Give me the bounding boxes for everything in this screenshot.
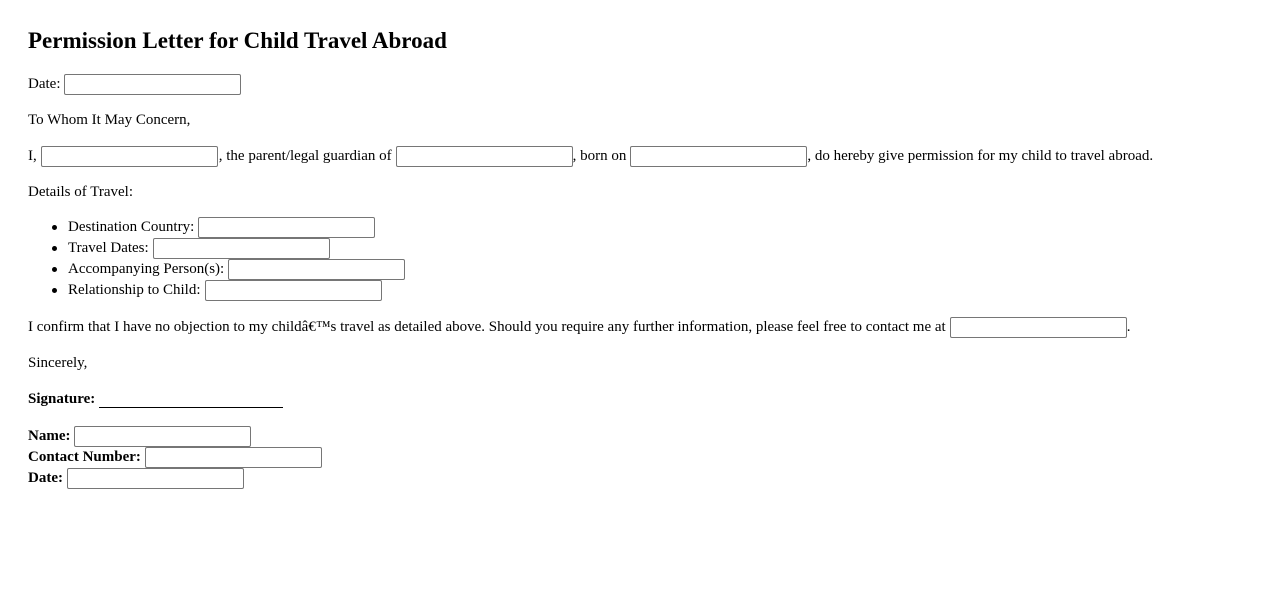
date-row <box>28 74 1278 95</box>
accompanying-label: Accompanying Person(s): <box>68 261 225 277</box>
greeting-text: To Whom It May Concern, <box>28 112 191 128</box>
closing-text: Sincerely, <box>28 355 88 371</box>
confirm-text: I confirm that I have no objection to my childâ€™s travel as detailed above. Should you require any further information, please feel free to contact me at <box>28 319 946 335</box>
travel-dates-label: Travel Dates: <box>68 240 149 256</box>
name-input[interactable] <box>74 426 251 447</box>
list-item <box>68 217 1278 238</box>
signature-row <box>28 389 1278 410</box>
details-heading <box>28 182 1278 203</box>
page-title: Permission Letter for Child Travel Abroad <box>28 28 447 53</box>
date-label: Date: <box>28 76 61 92</box>
name-label: Name: <box>28 428 71 444</box>
child-birthdate-input[interactable] <box>630 146 807 167</box>
intro-paragraph <box>28 146 1278 167</box>
details-heading-text: Details of Travel: <box>28 184 133 200</box>
intro-part-1: I, <box>28 148 37 164</box>
sign-block <box>28 426 1278 489</box>
bullet-icon <box>52 288 57 293</box>
bullet-icon <box>52 267 57 272</box>
guardian-name-input[interactable] <box>41 146 218 167</box>
travel-dates-input[interactable] <box>153 238 330 259</box>
sign-date-input[interactable] <box>67 468 244 489</box>
relationship-label: Relationship to Child: <box>68 282 201 298</box>
accompanying-persons-input[interactable] <box>228 259 405 280</box>
list-item <box>68 280 1278 301</box>
intro-part-3: , born on <box>572 148 627 164</box>
relationship-input[interactable] <box>205 280 382 301</box>
date-input[interactable] <box>64 74 241 95</box>
destination-country-input[interactable] <box>198 217 375 238</box>
contact-info-input[interactable] <box>950 317 1127 338</box>
bullet-icon <box>52 246 57 251</box>
signature-label: Signature: <box>28 391 96 407</box>
travel-details-list <box>28 217 1278 301</box>
signature-line <box>99 392 283 408</box>
bullet-icon <box>52 225 57 230</box>
contact-row <box>28 447 1278 468</box>
confirm-end: . <box>1126 319 1131 335</box>
contact-number-input[interactable] <box>145 447 322 468</box>
intro-part-2: , the parent/legal guardian of <box>218 148 392 164</box>
greeting <box>28 110 1278 131</box>
intro-part-4: , do hereby give permission for my child to travel abroad. <box>807 148 1154 164</box>
destination-label: Destination Country: <box>68 219 195 235</box>
list-item <box>68 259 1278 280</box>
contact-number-label: Contact Number: <box>28 449 141 465</box>
sign-date-row <box>28 468 1278 489</box>
confirm-paragraph <box>28 317 1278 338</box>
list-item <box>68 238 1278 259</box>
name-row <box>28 426 1278 447</box>
closing <box>28 353 1278 374</box>
sign-date-label: Date: <box>28 470 63 486</box>
child-name-input[interactable] <box>396 146 573 167</box>
